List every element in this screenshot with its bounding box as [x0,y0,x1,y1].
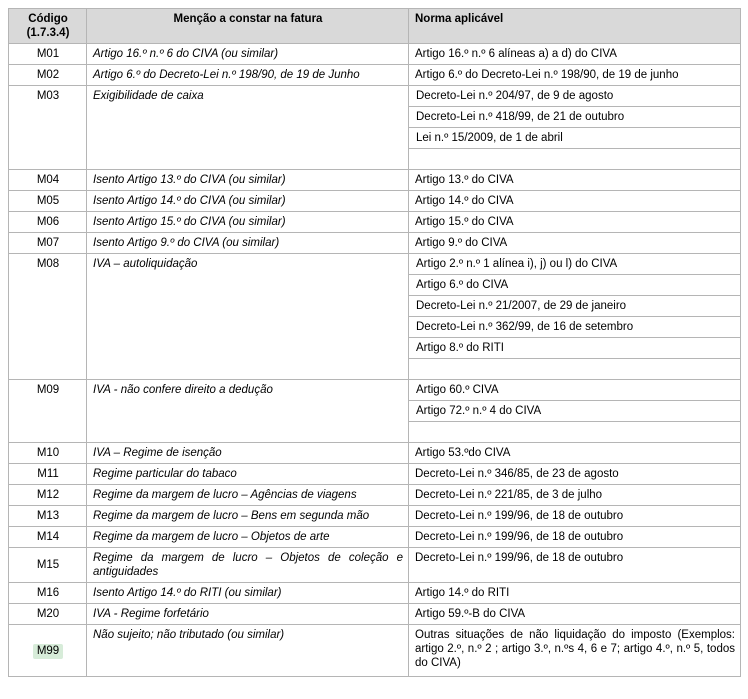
norm-subrow [409,254,740,275]
cell-code [9,506,87,527]
column-header-codigo [9,9,87,44]
norm-subrow-filler [409,149,740,170]
norm-subrow-filler [409,422,740,443]
norm-value: Decreto-Lei n.º 418/99, de 21 de outubro [409,107,740,128]
cell-mencao: Não sujeito; não tributado (ou similar) [87,625,409,677]
cell-norma: Artigo 14.º do CIVA [409,191,741,212]
table-row [9,506,741,527]
tax-exemption-codes-table [8,8,741,677]
norm-subrow [409,401,740,422]
code-value: M14 [36,531,60,543]
cell-code [9,548,87,583]
cell-mencao: Regime particular do tabaco [87,464,409,485]
cell-norma: Artigo 6.º do Decreto-Lei n.º 198/90, de 19 de junho [409,65,741,86]
cell-mencao: Isento Artigo 14.º do RITI (ou similar) [87,583,409,604]
norm-value: Artigo 60.º CIVA [409,380,740,401]
table-row [9,625,741,677]
cell-norma [409,86,741,170]
cell-code [9,604,87,625]
cell-mencao: Isento Artigo 15.º do CIVA (ou similar) [87,212,409,233]
cell-code [9,170,87,191]
cell-code [9,380,87,443]
cell-norma: Artigo 15.º do CIVA [409,212,741,233]
table-row [9,212,741,233]
table-row [9,233,741,254]
norm-value: Lei n.º 15/2009, de 1 de abril [409,128,740,149]
cell-norma: Artigo 53.ºdo CIVA [409,443,741,464]
table-row [9,65,741,86]
table-row [9,254,741,380]
norm-subrow [409,338,740,359]
cell-norma: Decreto-Lei n.º 199/96, de 18 de outubro [409,527,741,548]
norm-subrow [409,275,740,296]
cell-mencao: IVA - Regime forfetário [87,604,409,625]
cell-code [9,443,87,464]
cell-code [9,485,87,506]
cell-norma: Decreto-Lei n.º 199/96, de 18 de outubro [409,548,741,583]
cell-norma: Decreto-Lei n.º 199/96, de 18 de outubro [409,506,741,527]
table-row [9,485,741,506]
code-value: M10 [36,447,60,459]
cell-mencao: Artigo 16.º n.º 6 do CIVA (ou similar) [87,44,409,65]
table-row [9,548,741,583]
code-value: M08 [36,258,60,270]
code-value: M09 [36,384,60,396]
cell-code [9,65,87,86]
code-value: M15 [36,559,60,571]
norm-subrow [409,380,740,401]
code-value: M02 [36,69,60,81]
cell-mencao: Regime da margem de lucro – Agências de viagens [87,485,409,506]
cell-norma [409,254,741,380]
norm-subrow-filler [409,359,740,380]
table-row [9,44,741,65]
code-value: M07 [36,237,60,249]
cell-code [9,233,87,254]
norm-value: Artigo 6.º do CIVA [409,275,740,296]
code-value: M13 [36,510,60,522]
cell-mencao: Isento Artigo 14.º do CIVA (ou similar) [87,191,409,212]
code-value: M04 [36,174,60,186]
norm-sublist [409,86,740,169]
cell-code [9,254,87,380]
cell-norma: Artigo 59.º-B do CIVA [409,604,741,625]
cell-mencao: Regime da margem de lucro – Bens em segunda mão [87,506,409,527]
code-value: M03 [36,90,60,102]
cell-norma: Artigo 16.º n.º 6 alíneas a) a d) do CIVA [409,44,741,65]
header-row [9,9,741,44]
cell-code [9,44,87,65]
cell-code [9,527,87,548]
table-row [9,191,741,212]
table-row [9,464,741,485]
norm-value: Artigo 72.º n.º 4 do CIVA [409,401,740,422]
norm-value: Artigo 8.º do RITI [409,338,740,359]
cell-norma: Artigo 9.º do CIVA [409,233,741,254]
norm-subrow [409,296,740,317]
norm-subrow [409,317,740,338]
cell-norma: Artigo 14.º do RITI [409,583,741,604]
code-value: M06 [36,216,60,228]
norm-subrow [409,107,740,128]
cell-code [9,464,87,485]
cell-code [9,583,87,604]
column-header-codigo-line2: (1.7.3.4) [26,27,70,39]
cell-code [9,212,87,233]
norm-sublist [409,254,740,379]
norm-sublist [409,380,740,442]
cell-mencao: IVA – autoliquidação [87,254,409,380]
code-value: M16 [36,587,60,599]
norm-subrow [409,86,740,107]
code-value: M05 [36,195,60,207]
column-header-codigo-line1: Código [28,13,68,25]
cell-code [9,191,87,212]
table-row [9,583,741,604]
code-value: M12 [36,489,60,501]
cell-mencao: Exigibilidade de caixa [87,86,409,170]
cell-mencao: Isento Artigo 13.º do CIVA (ou similar) [87,170,409,191]
cell-mencao: Regime da margem de lucro – Objetos de coleção e antiguidades [87,548,409,583]
code-value: M11 [37,468,59,480]
table-header [9,9,741,44]
cell-mencao: Regime da margem de lucro – Objetos de arte [87,527,409,548]
cell-norma: Artigo 13.º do CIVA [409,170,741,191]
column-header-norma: Norma aplicável [409,9,741,44]
norm-value: Decreto-Lei n.º 204/97, de 9 de agosto [409,86,740,107]
norm-subrow [409,128,740,149]
code-value-highlighted: M99 [33,644,63,659]
table-row [9,527,741,548]
table-body [9,44,741,677]
cell-norma: Outras situações de não liquidação do imposto (Exemplos: artigo 2.º, n.º 2 ; artigo 3.º, n.ºs 4, 6 e 7; artigo 4.º, n.º 5, todos do CIVA) [409,625,741,677]
table-row [9,86,741,170]
cell-mencao: Artigo 6.º do Decreto-Lei n.º 198/90, de 19 de Junho [87,65,409,86]
cell-norma: Decreto-Lei n.º 221/85, de 3 de julho [409,485,741,506]
norm-value: Decreto-Lei n.º 362/99, de 16 de setembro [409,317,740,338]
table-row [9,604,741,625]
cell-norma [409,380,741,443]
table-row [9,443,741,464]
norm-value: Artigo 2.º n.º 1 alínea i), j) ou l) do CIVA [409,254,740,275]
cell-code [9,86,87,170]
table-row [9,170,741,191]
cell-mencao: IVA - não confere direito a dedução [87,380,409,443]
cell-norma: Decreto-Lei n.º 346/85, de 23 de agosto [409,464,741,485]
table-row [9,380,741,443]
code-value: M20 [36,608,60,620]
column-header-mencao: Menção a constar na fatura [87,9,409,44]
norm-value: Decreto-Lei n.º 21/2007, de 29 de janeiro [409,296,740,317]
code-value: M01 [36,48,60,60]
cell-mencao: Isento Artigo 9.º do CIVA (ou similar) [87,233,409,254]
cell-mencao: IVA – Regime de isenção [87,443,409,464]
cell-code [9,625,87,677]
